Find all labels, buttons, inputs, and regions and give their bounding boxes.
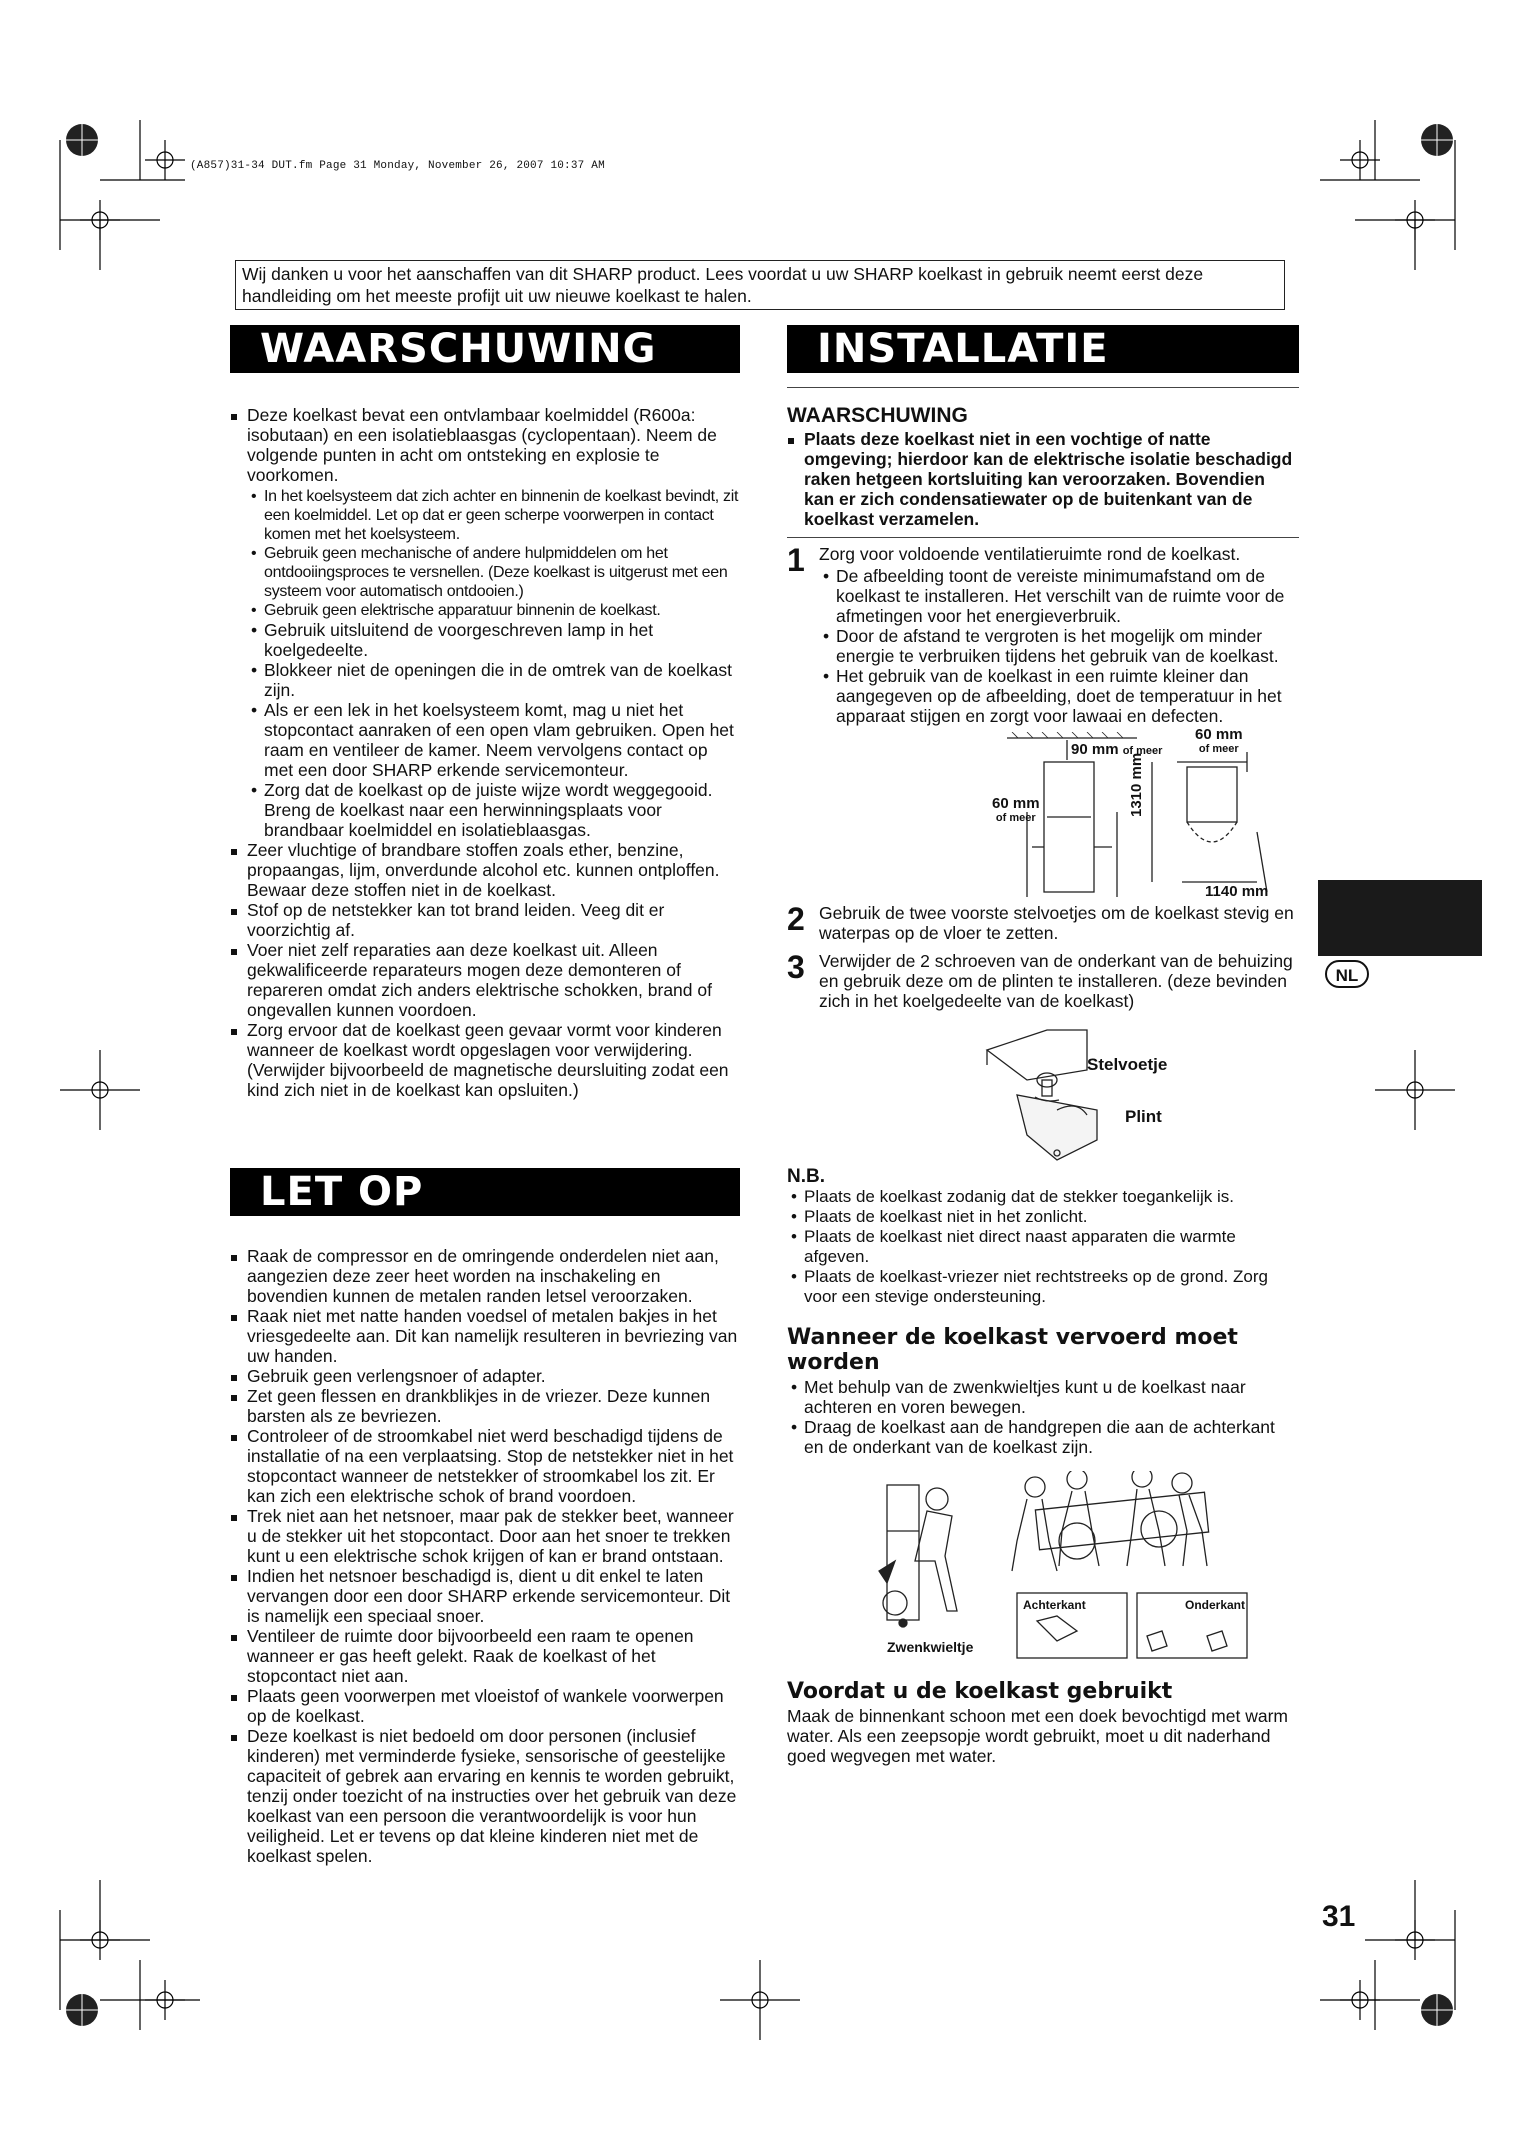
dim-suffix: of meer (1198, 743, 1239, 755)
transport-list (787, 1377, 1299, 1457)
nb-list (787, 1187, 1299, 1307)
clearance-illustration (787, 732, 1299, 897)
list-item: Stof op de netstekker kan tot brand leiden. Veeg dit er voorzichtig af. (230, 900, 740, 940)
step-text: Zorg voor voldoende ventilatieruimte rond de koelkast. (819, 544, 1241, 564)
left-column (230, 325, 740, 1100)
step-number: 3 (787, 949, 805, 985)
list-item: • Het gebruik van de koelkast in een ruimte kleiner dan aangegeven op de afbeelding, doet de temperatuur in het apparaat stijgen en zorgt voor lawaai en defecten. (819, 666, 1299, 726)
right-column (787, 325, 1299, 1766)
intro-text: Wij danken u voor het aanschaffen van dit SHARP product. Lees voordat u uw SHARP koelkast in gebruik neemt eerst deze handleiding om het meeste profijt uit uw nieuwe koelkast te halen. (242, 264, 1204, 306)
page-number: 31 (1322, 1900, 1356, 1933)
leveling-foot-diagram (787, 1025, 1299, 1165)
divider (787, 537, 1299, 538)
label-stelvoetje: Stelvoetje (1087, 1055, 1168, 1074)
list-item (230, 405, 740, 840)
dim-right-gap: 60 mm of meer (1195, 726, 1243, 755)
list-item: Zeer vluchtige of brandbare stoffen zoals ether, benzine, propaangas, lijm, onverdunde alcohol etc. kunnen ontploffen. Bewaar deze stoffen niet in de koelkast. (230, 840, 740, 900)
list-item: Indien het netsnoer beschadigd is, dient u dit enkel te laten vervangen door een door SHARP erkende servicemonteur. Dit is namelijk een speciaal snoer. (230, 1566, 740, 1626)
step-text: Gebruik de twee voorste stelvoetjes om de koelkast stevig en waterpas op de vloer te zetten. (819, 903, 1294, 943)
warning-banner: WAARSCHUWING (230, 325, 740, 373)
dim-height: 1310 mm (1128, 752, 1145, 817)
list-item: Zet geen flessen en drankblikjes in de vriezer. Deze kunnen barsten als ze bevriezen. (230, 1386, 740, 1426)
dim-depth: 1140 mm (1205, 883, 1269, 900)
warning-sublist (247, 487, 740, 840)
language-badge: NL (1325, 960, 1369, 988)
list-item: • Gebruik uitsluitend de voorgeschreven lamp in het koelgedeelte. (247, 620, 740, 660)
list-item: • Als er een lek in het koelsysteem komt, mag u niet het stopcontact aanraken of een open vlam gebruiken. Open het raam en ventileer de kamer. Neem vervolgens contact op met een door SHARP erkende servicemonteur. (247, 700, 740, 780)
caution-banner: LET OP (230, 1168, 740, 1216)
step-1-bullets (819, 566, 1299, 726)
step-number: 2 (787, 901, 805, 937)
dim-suffix: of meer (995, 812, 1036, 824)
step-text: Verwijder de 2 schroeven van de onderkant van de behuizing en gebruik deze om de plinten te installeren. (deze bevinden zich in het koelgedeelte van de koelkast) (819, 951, 1293, 1011)
list-item: • In het koelsysteem dat zich achter en binnenin de koelkast bevindt, zit een koelmiddel. Let op dat er geen scherpe voorwerpen in contact komen met het koelsysteem. (247, 487, 740, 544)
list-item: • Plaats de koelkast niet direct naast apparaten die warmte afgeven. (787, 1227, 1299, 1267)
divider (787, 387, 1299, 388)
list-item: • De afbeelding toont de vereiste minimumafstand om de koelkast te installeren. Het verschilt van de ruimte voor de afmetingen voor het energieverbruik. (819, 566, 1299, 626)
list-item: Raak de compressor en de omringende onderdelen niet aan, aangezien deze zeer heet worden na inschakeling en bovendien kunnen de metalen randen letsel veroorzaken. (230, 1246, 740, 1306)
before-use-title: Voordat u de koelkast gebruikt (787, 1679, 1173, 1704)
before-use-text: Maak de binnenkant schoon met een doek bevochtigd met warm water. Als een zeepsopje wordt gebruikt, moet u dit naderhand goed wegvegen met water. (787, 1706, 1288, 1766)
caution-section (230, 1168, 740, 1866)
list-item: • Plaats de koelkast zodanig dat de stekker toegankelijk is. (787, 1187, 1299, 1207)
dim-top-gap: 90 mm of meer (1071, 741, 1163, 758)
list-item: Voer niet zelf reparaties aan deze koelkast uit. Alleen gekwalificeerde reparateurs mogen deze demonteren of repareren omdat zich anders elektrische schokken, brand of ongevallen kunnen voordoen. (230, 940, 740, 1020)
caution-list (230, 1246, 740, 1866)
label-zwenkwieltje: Zwenkwieltje (887, 1639, 974, 1655)
list-item: • Draag de koelkast aan de handgrepen die aan de achterkant en de onderkant van de koelkast zijn. (787, 1417, 1299, 1457)
list-item: • Blokkeer niet de openingen die in de omtrek van de koelkast zijn. (247, 660, 740, 700)
list-item: Plaats deze koelkast niet in een vochtige of natte omgeving; hierdoor kan de elektrische isolatie beschadigd raken hetgeen kortsluiting kan veroorzaken. Bovendien kan er zich condensatiewater op de buitenkant van de koelkast verzamelen. (787, 429, 1299, 529)
transport-illustration (787, 1471, 1299, 1661)
warning-list (230, 405, 740, 1100)
print-metadata: (A857)31-34 DUT.fm Page 31 Monday, November 26, 2007 10:37 AM (190, 160, 605, 172)
dim-suffix: of meer (1122, 745, 1163, 757)
language-tab (1318, 880, 1482, 956)
list-item: Plaats geen voorwerpen met vloeistof of wankele voorwerpen op de koelkast. (230, 1686, 740, 1726)
list-item: • Gebruik geen elektrische apparatuur binnenin de koelkast. (247, 601, 740, 620)
list-item: • Met behulp van de zwenkwieltjes kunt u de koelkast naar achteren en voren bewegen. (787, 1377, 1299, 1417)
list-item: • Plaats de koelkast-vriezer niet rechtstreeks op de grond. Zorg voor een stevige ondersteuning. (787, 1267, 1299, 1307)
list-item: • Zorg dat de koelkast op de juiste wijze wordt weggegooid. Breng de koelkast naar een herwinningsplaats voor brandbaar koelmiddel en isolatieblaasgas. (247, 780, 740, 840)
step-2 (787, 903, 1299, 943)
label-plint: Plint (1125, 1107, 1162, 1126)
list-item: Raak niet met natte handen voedsel of metalen bakjes in het vriesgedeelte aan. Dit kan namelijk resulteren in bevriezing van uw handen. (230, 1306, 740, 1366)
warning-intro: Deze koelkast bevat een ontvlambaar koelmiddel (R600a: isobutaan) en een isolatieblaasgas (cyclopentaan). Neem de volgende punten in acht om ontsteking en explosie te voorkomen. (247, 405, 717, 485)
clearance-diagram (787, 726, 1299, 900)
step-number: 1 (787, 542, 805, 578)
transport-diagram (787, 1471, 1299, 1661)
step-1 (787, 544, 1299, 726)
list-item: • Door de afstand te vergroten is het mogelijk om minder energie te verbruiken tijdens het gebruik van de koelkast. (819, 626, 1299, 666)
step-3 (787, 951, 1299, 1011)
installation-warning-title: WAARSCHUWING (787, 404, 968, 427)
list-item: Trek niet aan het netsnoer, maar pak de stekker beet, wanneer u de stekker uit het stopcontact. Door aan het snoer te trekken kunt u een elektrische schok krijgen of kan er brand ontstaan. (230, 1506, 740, 1566)
leveling-foot-illustration (787, 1025, 1299, 1165)
installation-banner: INSTALLATIE (787, 325, 1299, 373)
list-item: Zorg ervoor dat de koelkast geen gevaar vormt voor kinderen wanneer de koelkast wordt opgeslagen voor verwijdering. (Verwijder bijvoorbeeld de magnetische deursluiting zodat een kind zich niet in de koelkast kan opsluiten.) (230, 1020, 740, 1100)
list-item: Deze koelkast is niet bedoeld om door personen (inclusief kinderen) met verminderde fysieke, sensorische of geestelijke capaciteit of gebrek aan ervaring en kennis te worden gebruikt, tenzij onder toezicht of na instructies over het gebruik van deze koelkast van een persoon die verantwoordelijk is voor hun veiligheid. Let er tevens op dat kleine kinderen niet met de koelkast spelen. (230, 1726, 740, 1866)
installation-warning-list (787, 429, 1299, 529)
list-item: Controleer of de stroomkabel niet werd beschadigd tijdens de installatie of na een verplaatsing. Stop de netstekker niet in het stopcontact wanneer de netstekker of stroomkabel los zit. Er kan zich een elektrische schok of brand voordoen. (230, 1426, 740, 1506)
intro-box (235, 260, 1285, 310)
list-item: • Plaats de koelkast niet in het zonlicht. (787, 1207, 1299, 1227)
dim-side-gap: 60 mm of meer (992, 795, 1040, 824)
transport-title: Wanneer de koelkast vervoerd moet worden (787, 1325, 1238, 1375)
label-onderkant: Onderkant (1185, 1598, 1246, 1612)
list-item: • Gebruik geen mechanische of andere hulpmiddelen om het ontdooiingsproces te versnellen. (Deze koelkast is uitgerust met een systeem voor automatisch ontdooien.) (247, 544, 740, 601)
label-achterkant: Achterkant (1023, 1598, 1086, 1612)
list-item: Ventileer de ruimte door bijvoorbeeld een raam te openen wanneer er gas heeft gelekt. Raak de koelkast of het stopcontact niet aan. (230, 1626, 740, 1686)
list-item: Gebruik geen verlengsnoer of adapter. (230, 1366, 740, 1386)
nb-title: N.B. (787, 1166, 825, 1187)
